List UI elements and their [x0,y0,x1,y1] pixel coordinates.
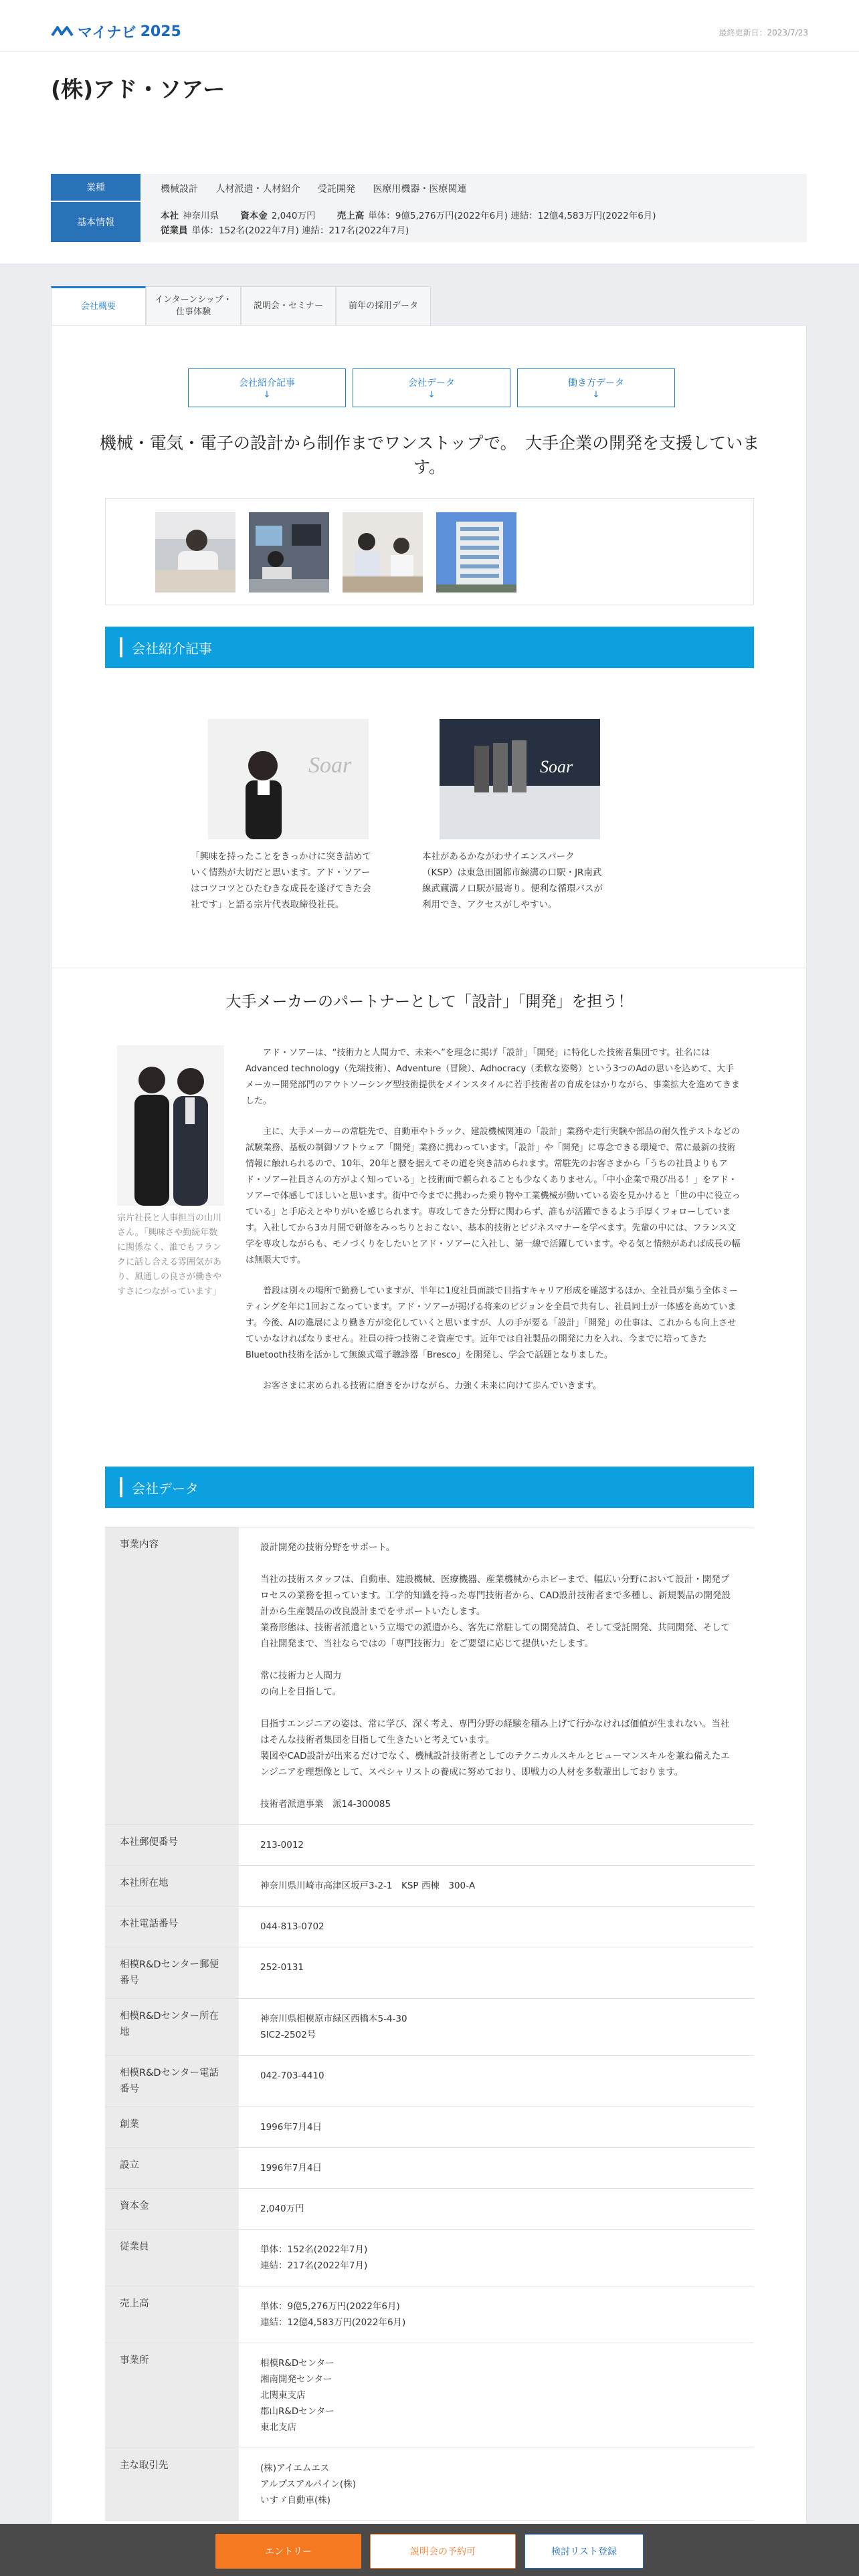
row-label: 相模R&Dセンター電話番号 [105,2056,239,2107]
mynavi-logo-icon [51,25,74,38]
row-value: 神奈川県川崎市高津区坂戸3-2-1 KSP 西棟 300-A [260,1881,476,1891]
table-row [105,2056,754,2107]
row-label: 本社郵便番号 [105,1825,239,1865]
people-caption: 宗片社長と人事担当の山川さん。「興味さや勤続年数に関係なく、誰でもフランクに話し合える雰囲気があり、風通しの良さが働きやすさにつながっています」 [117,1213,222,1297]
hq-value: 神奈川県 [183,211,219,221]
article-caption: 本社があるかながわサイエンスパーク（KSP）は東急田園都市線溝の口駅・JR南武線武蔵溝ノ口駅が最寄り。便利な循環バスが利用でき、アクセスがしやすい。 [422,851,603,910]
jump-data-label: 会社データ [408,378,455,389]
body-paragraph: 普段は別々の場所で勤務していますが、半年に1度社員面談で目指すキャリア形成を確認するほか、全社員が集う全体ミーティングを年に1回おこなっています。アド・ソアーが掲げる将来のビジョンを全員で共有し、社員同士が一体感を高めています。今後、AIの進展により働き方が変化していくと思いますが、人の手が要る「設計」「開発」の仕事は、これからも向上させていかなければなりません。社員の持つ技術こそ資産です。近年では自社製品の開発に力を入れ、今までに培ってきたBluetooth技術を活かして無線式電子聴診器「Bresco」を開発し、学会で話題となりました。 [246,1286,738,1360]
table-row [105,1907,754,1947]
row-label: 従業員 [105,2230,239,2286]
row-value: 設計開発の技術分野をサポート。 当社の技術スタッフは、自動車、建設機械、医療機器、産業機械からホビーまで、幅広い分野において設計・開発プロセスの業務を担っています。工学的知識を持った専門技術者から、CAD設計技術者まで多種し、新規製品の開発設計から生産製品の改良設計までをサポートいたします。 業務形態は、技術者派遣という立場での派遣から、客先に常駐しての開発請負、そして受託開発、共同開発、そして自社開発まで、当社ならではの「専門技術力」をご要望に応じて提供いたします。 常に技術力と人間力 の向上を目指して。 目指すエンジニアの姿は、常に学び、深く考え、専門分野の経験を積み上げて行かなければ価値が生まれない。当社はそんな技術者集団を目指して生きたいと考えています。 製図やCAD設計が出来るだけでなく、機械設計技術者としてのテクニカルスキルとヒューマンスキルを兼ね備えたエンジニアを理想像として、スペシャリストの養成に努めており、即戦力の人材を多数輩出しております。 技術者派遣事業 派14-300085 [260,1542,731,1810]
row-label: 主な取引先 [105,2448,239,2520]
article-photo [208,719,369,839]
capital-label: 資本金 [240,211,268,221]
row-label: 本社所在地 [105,1866,239,1906]
jump-links [188,368,682,407]
row-value: 2,040万円 [260,2204,304,2214]
table-row [105,2189,754,2230]
row-value: 252-0131 [260,1962,304,1973]
gallery-photo[interactable] [436,512,516,593]
row-value: 相模R&Dセンター 湘南開発センター 北関東支店 郡山R&Dセンター 東北支店 [260,2358,335,2433]
row-label: 売上高 [105,2286,239,2343]
logo-text: マイナビ [78,24,136,41]
add-to-list-button[interactable]: 検討リスト登録 [524,2534,644,2569]
table-row [105,1866,754,1907]
row-label: 本社電話番号 [105,1907,239,1947]
site-header [0,0,859,52]
row-value: (株)アイエムエス アルプスアルパイン(株) いすゞ自動車(株) [260,2463,356,2506]
down-arrow-icon: ↓ [263,390,271,400]
row-label: 設立 [105,2148,239,2188]
row-label: 資本金 [105,2189,239,2229]
gallery-photo[interactable] [249,512,329,593]
basic-info-label: 基本情報 [51,202,140,242]
jump-workstyle-label: 働き方データ [568,378,624,389]
section-heading-data: 会社データ [105,1467,754,1508]
row-value: 213-0012 [260,1840,304,1850]
employees-label: 従業員 [161,225,188,236]
row-value: 単体：152名(2022年7月) 連結：217名(2022年7月) [260,2244,368,2271]
table-row [105,1947,754,1999]
article-photo [440,719,600,839]
table-row [105,2107,754,2148]
tab-seminar[interactable]: 説明会・セミナー [241,286,336,325]
row-value: 1996年7月4日 [260,2122,322,2133]
article-body [246,1045,741,1409]
people-photo [117,1045,224,1206]
industry-item[interactable]: 人材派遣・人材紹介 [215,184,300,195]
table-row [105,1825,754,1866]
article-card[interactable] [422,719,603,913]
row-label: 創業 [105,2107,239,2147]
body-paragraph: お客さまに求められる技術に磨きをかけながら、力強く未来に向けて歩んでいきます。 [263,1381,601,1391]
tab-last-year-data[interactable]: 前年の採用データ [336,286,431,325]
row-label: 相模R&Dセンター郵便番号 [105,1947,239,1998]
row-label: 相模R&Dセンター所在地 [105,1999,239,2055]
row-value: 単体：9億5,276万円(2022年6月) 連結：12億4,583万円(2022年6月) [260,2301,406,2328]
row-label: 事業所 [105,2343,239,2448]
bottom-action-bar [0,2524,859,2576]
capital-value: 2,040万円 [271,211,316,221]
industry-label: 業種 [51,174,140,201]
body-paragraph: アド・ソアーは、“技術力と人間力で、未来へ”を理念に掲げ「設計」「開発」に特化した技術者集団です。社名にはAdvanced technology（先端技術）、Adventure（冒険）、Adhocracy（柔軟な姿勢）という3つのAdの思いを込めて、大手メーカー開発部門のアウトソーシング型技術提供をメインスタイルに若手技術者の育成をはかりながら、事業拡大を進めてきました。 [246,1048,740,1106]
table-row [105,2230,754,2286]
tab-internship[interactable]: インターンシップ・ 仕事体験 [146,286,241,325]
industry-item[interactable]: 受託開発 [317,184,355,195]
row-value: 044-813-0702 [260,1921,324,1932]
sales-label: 売上高 [337,211,365,221]
table-row [105,1999,754,2056]
article-card[interactable] [191,719,371,913]
row-value: 1996年7月4日 [260,2163,322,2173]
logo[interactable] [51,21,181,41]
gallery-photo[interactable] [343,512,423,593]
logo-year: 2025 [140,23,181,40]
jump-intro-label: 会社紹介記事 [239,378,295,389]
svg-text:Soar: Soar [540,757,573,776]
company-name: (株)アド・ソアー [51,76,225,102]
down-arrow-icon: ↓ [427,390,436,400]
row-label: 事業内容 [105,1527,239,1824]
section-heading-intro: 会社紹介記事 [105,627,754,668]
jump-workstyle-button[interactable] [517,368,675,407]
jump-data-button[interactable] [353,368,510,407]
tab-company-overview[interactable]: 会社概要 [51,286,146,325]
main-content [51,325,807,2576]
industry-item[interactable]: 医療用機器・医療関連 [373,184,467,195]
basic-info-values [161,209,656,238]
article-caption: 「興味を持ったことをきっかけに突き詰めていく情熱が大切だと思います。アド・ソアーはコツコツとひたむきな成長を遂げてきた会社です」と語る宗片代表取締役社長。 [191,851,371,910]
table-row [105,2448,754,2521]
tab-bar [51,286,431,325]
body-paragraph: 主に、大手メーカーの常駐先で、自動車やトラック、建設機械関連の「設計」業務や走行実験や部品の耐久性テストなどの試験業務、基板の制御ソフトウェア「開発」業務に携わっています。「設計」や「開発」に専念できる環境で、常に最新の技術情報に触れられるので、10年、20年と腰を据えてその道を突き詰められます。常駐先のお客さまから「うちの社員よりもアド・ソアー社員さんの方がよく知っている」と技術面で頼られることも少なくありません。「中小企業で飛び出る！」をアド・ソアーで体感してほしいと思います。街中で今までに携わった乗り物や工業機械が動いている姿を見かけると「世の中に役立っている」と手応えとやりがいを感じられます。専攻してきた分野に関わらず、誰もが活躍できるよう手厚くフォローしています。入社してから3カ月間で研修をみっちりとおこない、基本的技術とビジネスマナーを学べます。先輩の中には、フランス文学を専攻しながらも、モノづくりをしたいとアド・ソアーに入社し、第一線で活躍しています。やる気と情熱があれば成長の幅は無限大です。 [246,1127,741,1265]
partner-heading: 大手メーカーのパートナーとして「設計」「開発」を担う！ [225,993,634,1010]
photo-gallery [105,498,754,605]
row-value: 神奈川県相模原市緑区西橋本5-4-30 SIC2-2502号 [260,2014,407,2040]
jump-intro-button[interactable] [188,368,346,407]
seminar-reserve-button[interactable]: 説明会の予約可 [370,2534,516,2569]
industry-item[interactable]: 機械設計 [161,184,198,195]
down-arrow-icon: ↓ [592,390,600,400]
table-row [105,1527,754,1825]
company-data-table [105,1527,754,2521]
table-row [105,2286,754,2343]
table-row [105,2343,754,2448]
hq-label: 本社 [161,211,179,221]
entry-button[interactable]: エントリー [215,2534,361,2569]
row-value: 042-703-4410 [260,2070,324,2081]
table-row [105,2148,754,2189]
svg-text:Soar: Soar [308,753,352,778]
last-updated: 最終更新日：2023/7/23 [719,28,808,37]
industry-list [161,182,480,195]
gallery-photo[interactable] [155,512,235,593]
employees-value: 単体：152名(2022年7月) 連結：217名(2022年7月) [191,225,409,236]
company-summary-box [51,174,807,242]
catchphrase: 機械・電気・電子の設計から制作までワンストップで。 大手企業の開発を支援しています。 [99,433,760,477]
sales-value: 単体：9億5,276万円(2022年6月) 連結：12億4,583万円(2022年6月) [368,211,656,221]
